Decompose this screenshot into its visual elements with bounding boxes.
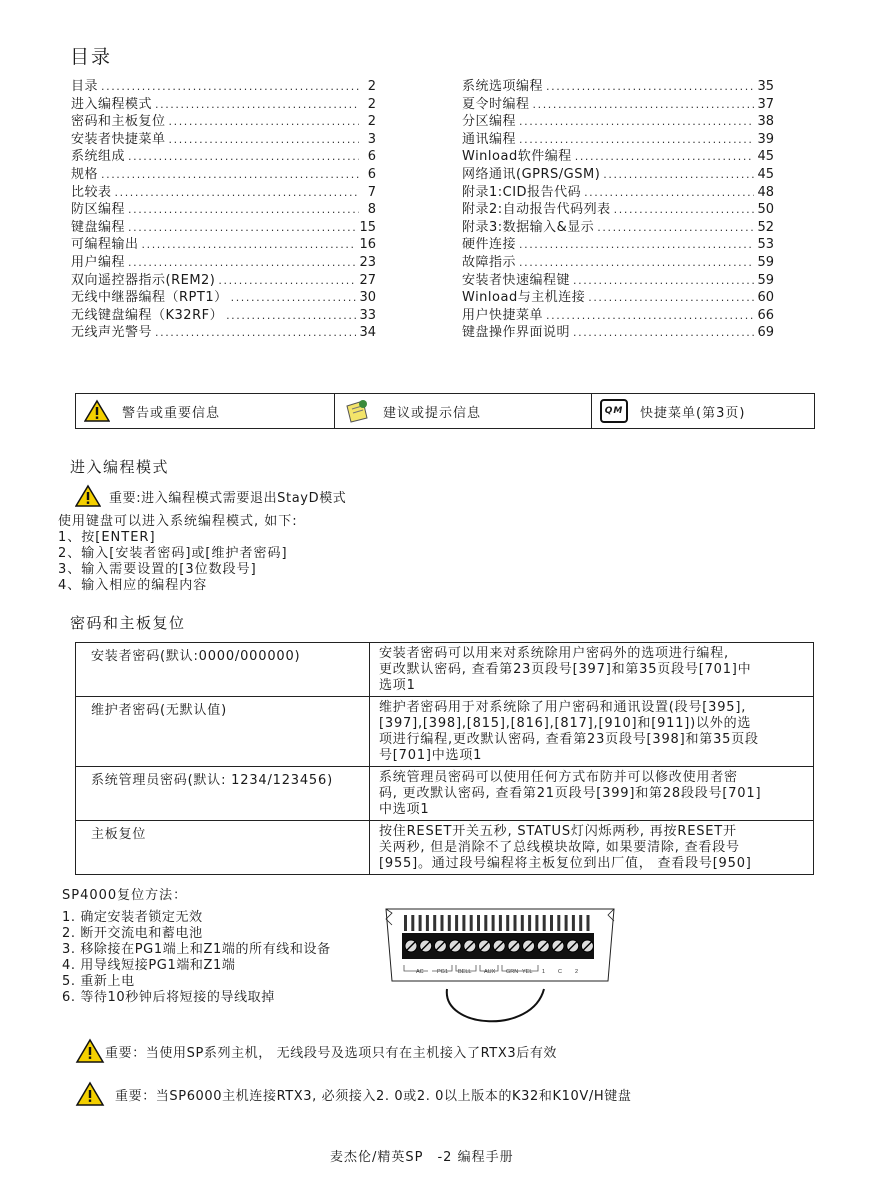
toc-leader-dots <box>155 324 356 342</box>
terminal-pin <box>404 915 407 931</box>
terminal-label: 1 <box>542 969 546 975</box>
important-text: 重要：当使用SP系列主机， 无线段号及选项只有在主机接入了RTX3后有效 <box>105 1045 558 1061</box>
toc-entry-title: 安装者快速编程键 <box>462 272 571 288</box>
toc-entry-page: 66 <box>757 307 774 323</box>
toc-leader-dots <box>519 113 754 131</box>
toc-entry-page: 23 <box>359 254 376 270</box>
terminal-pin <box>499 915 502 931</box>
toc-entry-page: 50 <box>757 202 774 218</box>
password-description-cell <box>370 767 814 821</box>
reset-step: 6. 等待10秒钟后将短接的导线取掉 <box>62 990 275 1005</box>
toc-entry <box>71 148 376 166</box>
toc-entry <box>71 78 376 96</box>
toc-leader-dots <box>169 131 359 149</box>
terminal-pin <box>419 915 422 931</box>
toc-leader-dots <box>575 148 755 166</box>
toc-right-column <box>462 78 774 342</box>
toc-left-column <box>71 78 376 342</box>
toc-leader-dots <box>584 184 754 202</box>
toc-entry-title: 安装者快捷菜单 <box>71 131 166 147</box>
toc-entry-page: 52 <box>757 219 774 235</box>
toc-entry-page: 34 <box>359 325 376 341</box>
legend-quick-menu <box>591 394 814 428</box>
toc-entry <box>462 131 774 149</box>
terminal-pin <box>506 915 509 931</box>
toc-entry <box>71 201 376 219</box>
toc-entry-title: 无线键盘编程（K32RF） <box>71 307 224 323</box>
page-footer: 麦杰伦/精英SP -2 编程手册 <box>330 1150 514 1165</box>
terminal-pin <box>572 915 575 931</box>
toc-entry-title: 比较表 <box>71 184 112 200</box>
terminal-pin <box>411 915 414 931</box>
section-title-password-reset: 密码和主板复位 <box>70 614 186 632</box>
description-line: [397],[398],[815],[816],[817],[910]和[911])以外的选 <box>379 716 752 731</box>
description-line: 中选项1 <box>379 802 430 817</box>
toc-entry-title: 规格 <box>71 166 99 182</box>
toc-entry-title: 附录2:自动报告代码列表 <box>462 202 611 218</box>
toc-entry-page: 53 <box>757 237 774 253</box>
terminal-label: GRN <box>506 969 519 975</box>
note-text: 重要:进入编程模式需要退出StayD模式 <box>109 490 347 506</box>
toc-entry <box>462 184 774 202</box>
reset-step: 4. 用导线短接PG1端和Z1端 <box>62 958 236 973</box>
toc-leader-dots <box>546 307 754 325</box>
toc-entry-title: 硬件连接 <box>462 237 517 253</box>
toc-entry-page: 2 <box>367 79 376 94</box>
table-row <box>76 643 814 697</box>
terminal-pin <box>579 915 582 931</box>
toc-entry-title: 可编程输出 <box>71 237 139 253</box>
toc-entry-title: 双向遥控器指示(REM2) <box>71 272 216 288</box>
toc-leader-dots <box>603 166 754 184</box>
toc-leader-dots <box>142 236 357 254</box>
toc-entry-page: 2 <box>367 114 376 130</box>
toc-entry-page: 37 <box>757 96 774 112</box>
table-row <box>76 697 814 767</box>
toc-leader-dots <box>231 289 357 307</box>
toc-entry <box>71 289 376 307</box>
toc-entry <box>71 254 376 272</box>
toc-entry-title: 密码和主板复位 <box>71 114 166 130</box>
toc-entry-title: 分区编程 <box>462 114 517 130</box>
toc-entry-page: 27 <box>359 272 376 288</box>
toc-entry <box>462 254 774 272</box>
description-line: 号[701]中选项1 <box>379 748 483 763</box>
qm-icon: QM <box>600 399 628 423</box>
toc-entry-page: 59 <box>757 254 774 270</box>
toc-leader-dots <box>573 324 754 342</box>
toc-entry-title: 键盘操作界面说明 <box>462 325 571 341</box>
toc-leader-dots <box>115 184 359 202</box>
toc-entry <box>462 324 774 342</box>
toc-entry-title: Winload软件编程 <box>462 149 572 165</box>
toc-entry-page: 35 <box>757 79 774 94</box>
toc-entry <box>462 166 774 184</box>
toc-entry-title: 用户快捷菜单 <box>462 307 544 323</box>
toc-entry <box>71 131 376 149</box>
toc-leader-dots <box>597 219 754 237</box>
toc-leader-dots <box>533 96 755 114</box>
toc-entry-page: 60 <box>757 290 774 306</box>
reset-method-title: SP4000复位方法： <box>62 888 188 903</box>
toc-leader-dots <box>519 236 754 254</box>
toc-entry-title: 夏令时编程 <box>462 96 530 112</box>
toc-entry-page: 33 <box>359 307 376 323</box>
toc-entry-page: 69 <box>757 325 774 341</box>
description-line: 码, 更改默认密码, 查看第21页段号[399]和第28段段号[701] <box>379 786 762 801</box>
terminal-label: AC <box>416 969 424 975</box>
toc-entry <box>462 307 774 325</box>
legend-tip <box>334 394 591 428</box>
terminal-pin <box>455 915 458 931</box>
toc-leader-dots <box>128 201 359 219</box>
toc-entry-page: 59 <box>757 272 774 288</box>
important-text: 重要：当SP6000主机连接RTX3, 必须接入2. 0或2. 0以上版本的K32和K10V/H键盘 <box>115 1088 632 1104</box>
terminal-pin <box>514 915 517 931</box>
description-line: 关两秒, 但是消除不了总线模块故障, 如果要清除, 查看段号 <box>379 840 740 855</box>
toc-entry-page: 8 <box>367 202 376 218</box>
terminal-pin <box>462 915 465 931</box>
toc-entry <box>71 184 376 202</box>
toc-entry <box>462 201 774 219</box>
toc-entry <box>71 236 376 254</box>
password-type-cell: 主板复位 <box>76 821 370 875</box>
enter-programming-intro: 使用键盘可以进入系统编程模式, 如下: <box>58 514 298 529</box>
terminal-label: AUX <box>484 969 496 975</box>
section-title-enter-programming: 进入编程模式 <box>70 458 170 476</box>
toc-leader-dots <box>155 96 359 114</box>
toc-entry-title: 无线中继器编程（RPT1） <box>71 290 228 306</box>
toc-entry <box>462 148 774 166</box>
toc-leader-dots <box>614 201 755 219</box>
terminal-pin <box>484 915 487 931</box>
legend-warning-label: 警告或重要信息 <box>122 405 221 421</box>
terminal-pin <box>433 915 436 931</box>
terminal-pin <box>557 915 560 931</box>
description-line: 项进行编程,更改默认密码, 查看第23页段号[398]和第35页段 <box>379 732 759 747</box>
terminal-pin <box>441 915 444 931</box>
toc-leader-dots <box>218 272 356 290</box>
toc-entry-title: Winload与主机连接 <box>462 290 586 306</box>
toc-entry-page: 6 <box>367 166 376 182</box>
toc-entry-page: 15 <box>359 219 376 235</box>
description-line: 更改默认密码, 查看第23页段号[397]和第35页段号[701]中 <box>379 662 752 677</box>
toc-entry-title: 系统选项编程 <box>462 79 544 94</box>
terminal-pin <box>521 915 524 931</box>
toc-entry-page: 45 <box>757 149 774 165</box>
terminal-pin <box>535 915 538 931</box>
warning-icon <box>75 1038 105 1064</box>
toc-entry <box>71 113 376 131</box>
toc-entry-page: 38 <box>757 114 774 130</box>
toc-entry <box>71 307 376 325</box>
terminal-pin <box>448 915 451 931</box>
warning-icon <box>75 484 101 508</box>
important-note-stayd <box>75 484 346 508</box>
terminal-pin <box>492 915 495 931</box>
legend-quick-label: 快捷菜单(第3页) <box>640 405 746 421</box>
terminal-pin <box>550 915 553 931</box>
toc-entry-title: 系统组成 <box>71 149 126 165</box>
reset-steps <box>62 910 331 1006</box>
terminal-label: YEL <box>522 969 533 975</box>
toc-entry <box>462 78 774 96</box>
step-item: 1、按[ENTER] <box>58 530 156 545</box>
toc-entry-title: 附录3:数据输入&显示 <box>462 219 595 235</box>
description-line: [955]。通过段号编程将主板复位到出厂值， 查看段号[950] <box>379 856 752 871</box>
description-line: 维护者密码用于对系统除了用户密码和通讯设置(段号[395], <box>379 700 747 715</box>
toc-entry <box>462 113 774 131</box>
toc-entry-title: 通讯编程 <box>462 131 517 147</box>
toc-entry-title: 无线声光警号 <box>71 325 153 341</box>
terminal-pin <box>426 915 429 931</box>
password-type-cell: 维护者密码(无默认值) <box>76 697 370 767</box>
warning-icon <box>75 1081 105 1107</box>
toc-entry-title: 进入编程模式 <box>71 96 153 112</box>
password-type-cell: 系统管理员密码(默认: 1234/123456) <box>76 767 370 821</box>
toc-leader-dots <box>101 78 359 96</box>
toc-leader-dots <box>519 254 754 272</box>
toc-entry-page: 39 <box>757 131 774 147</box>
terminal-label: BELL <box>458 969 472 975</box>
toc-entry-title: 故障指示 <box>462 254 517 270</box>
terminal-pin <box>543 915 546 931</box>
toc-leader-dots <box>573 272 754 290</box>
page-title: 目录 <box>70 46 113 68</box>
toc-entry-title: 目录 <box>71 79 99 94</box>
password-description-cell <box>370 821 814 875</box>
toc-entry <box>462 219 774 237</box>
legend-warning <box>76 394 334 428</box>
terminal-pin <box>477 915 480 931</box>
terminal-block-diagram <box>382 893 618 1033</box>
toc-entry-title: 防区编程 <box>71 202 126 218</box>
toc-leader-dots <box>169 113 359 131</box>
enter-programming-steps <box>58 530 288 594</box>
reset-step: 2. 断开交流电和蓄电池 <box>62 926 203 941</box>
toc-leader-dots <box>588 289 754 307</box>
toc-entry <box>462 96 774 114</box>
important-note-rtx3 <box>75 1038 557 1064</box>
tip-note-icon <box>343 398 371 424</box>
terminal-pin <box>528 915 531 931</box>
important-note-sp6000 <box>75 1081 631 1107</box>
toc-entry-page: 7 <box>367 184 376 200</box>
password-type-cell: 安装者密码(默认:0000/000000) <box>76 643 370 697</box>
reset-step: 1. 确定安装者锁定无效 <box>62 910 203 925</box>
toc-entry <box>462 236 774 254</box>
terminal-label: 2 <box>575 969 579 975</box>
table-row <box>76 767 814 821</box>
terminal-label: PG1 <box>437 969 449 975</box>
toc-leader-dots <box>546 78 754 96</box>
step-item: 3、输入需要设置的[3位数段号] <box>58 562 257 577</box>
toc-entry-page: 3 <box>367 131 376 147</box>
terminal-pin <box>587 915 590 931</box>
description-line: 按住RESET开关五秒, STATUS灯闪烁两秒, 再按RESET开 <box>379 824 737 839</box>
toc-leader-dots <box>226 307 356 325</box>
toc-entry-title: 附录1:CID报告代码 <box>462 184 582 200</box>
toc-entry-page: 16 <box>359 237 376 253</box>
toc-entry-title: 键盘编程 <box>71 219 126 235</box>
toc-entry-title: 用户编程 <box>71 254 126 270</box>
toc-entry <box>71 272 376 290</box>
description-line: 安装者密码可以用来对系统除用户密码外的选项进行编程, <box>379 646 729 661</box>
toc-entry <box>462 289 774 307</box>
terminal-label: C <box>558 969 562 975</box>
password-description-cell <box>370 643 814 697</box>
password-description-cell <box>370 697 814 767</box>
toc-entry-title: 网络通讯(GPRS/GSM) <box>462 166 601 182</box>
toc-leader-dots <box>128 148 359 166</box>
toc-leader-dots <box>101 166 359 184</box>
icon-legend <box>75 393 815 429</box>
legend-tip-label: 建议或提示信息 <box>383 405 482 421</box>
toc-entry-page: 2 <box>367 96 376 112</box>
reset-step: 5. 重新上电 <box>62 974 135 989</box>
toc-entry-page: 45 <box>757 166 774 182</box>
warning-icon <box>84 399 110 423</box>
toc-entry <box>71 166 376 184</box>
description-line: 系统管理员密码可以使用任何方式布防并可以修改使用者密 <box>379 770 738 785</box>
step-item: 4、输入相应的编程内容 <box>58 578 208 593</box>
toc-entry-page: 6 <box>367 149 376 165</box>
password-table <box>75 642 814 875</box>
toc-entry <box>462 272 774 290</box>
toc-entry <box>71 324 376 342</box>
toc-entry <box>71 219 376 237</box>
step-item: 2、输入[安装者密码]或[维护者密码] <box>58 546 288 561</box>
reset-step: 3. 移除接在PG1端上和Z1端的所有线和设备 <box>62 942 331 957</box>
terminal-pin <box>565 915 568 931</box>
toc-entry-page: 30 <box>359 290 376 306</box>
description-line: 选项1 <box>379 678 416 693</box>
toc-entry <box>71 96 376 114</box>
toc-leader-dots <box>128 219 356 237</box>
table-row <box>76 821 814 875</box>
toc-entry-page: 48 <box>757 184 774 200</box>
toc-leader-dots <box>519 131 754 149</box>
toc-leader-dots <box>128 254 356 272</box>
terminal-pin <box>470 915 473 931</box>
